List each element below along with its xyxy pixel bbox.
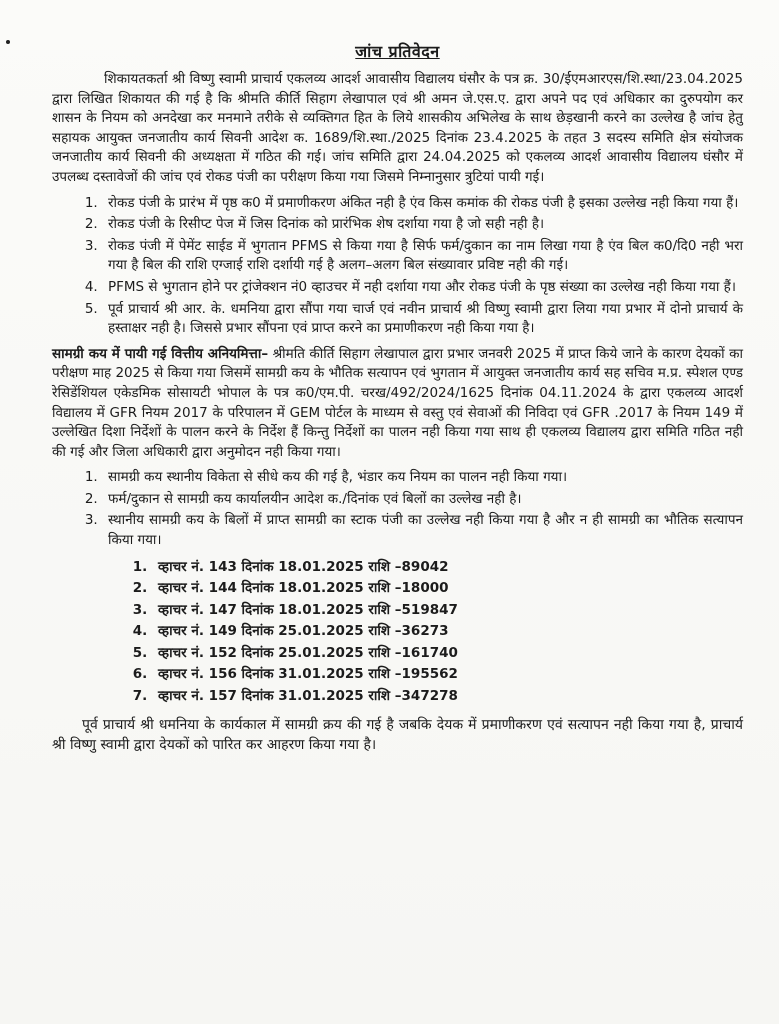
voucher-item: 2. व्हाचर नं. 144 दिनांक 18.01.2025 राशि –18000 (152, 578, 743, 600)
finding-item: 5. पूर्व प्राचार्य श्री आर. के. धमनिया द्वारा सौंपा गया चार्ज एवं नवीन प्राचार्य श्री विष्णु स्वामी द्वारा लिया गया प्रभार में दोनो प्राचार्य के हस्ताक्षर नही है। जिससे प्रभार सौंपना एवं प्राप्त करने का प्रमाणीकरण नही किया गया है। (102, 300, 743, 339)
purchase-finding-item: 3. स्थानीय सामग्री कय के बिलों में प्राप्त सामग्री का स्टाक पंजी का उल्लेख नही किया गया है और न ही सामग्री का भौतिक सत्यापन किया गया। (102, 511, 743, 550)
voucher-list (52, 557, 743, 708)
document-title: जांच प्रतिवेदन (355, 42, 440, 61)
finding-item: 2. रोकड पंजी के रिसीप्ट पेज में जिस दिनांक को प्रारंभिक शेष दर्शाया गया है जो सही नही है। (102, 215, 743, 235)
finding-item: 1. रोकड पंजी के प्रारंभ में पृष्ठ क0 में प्रमाणीकरण अंकित नही है एंव किस कमांक की रोकड पंजी है इसका उल्लेख नही किया गया हैं। (102, 194, 743, 214)
purchase-findings-list (52, 468, 743, 550)
findings-list (52, 194, 743, 339)
voucher-item: 5. व्हाचर नं. 152 दिनांक 25.01.2025 राशि –161740 (152, 643, 743, 665)
section-text: श्रीमति कीर्ति सिहाग लेखापाल द्वारा प्रभार जनवरी 2025 में प्राप्त किये जाने के कारण देयकों का परीक्षण माह 2025 से किया गया जिसमें सामग्री कय के भौतिक सत्यापन एवं भुगतान में आयुक्त जनजातीय कार्य सह सचिव म.प्र. स्पेशल एण्ड रेसिडेंशियल एकेडमिक सोसायटी भोपाल के पत्र क0/एम.पी. चरख/492/2024/1625 दिनांक 04.11.2024 के द्वारा एकलव्य आदर्श विद्यालय में GFR नियम 2017 के परिपालन में GEM पोर्टल के माध्यम से वस्तु एवं सेवाओं की निविदा एवं GFR .2017 के नियम 149 में उल्लेखित दिशा निर्देशों के पालन करने के निर्देश हैं किन्तु निर्देशों का पालन नही किया गया साथ ही एकलव्य विद्यालय द्वारा समिति गठित नही की गई और जिला अधिकारी द्वारा अनुमोदन नही किया गया। (52, 345, 743, 460)
finding-item: 4. PFMS से भुगतान होने पर ट्रांजेक्शन नं0 व्हाउचर में नही दर्शाया गया और रोकड पंजी के पृष्ठ संख्या का उल्लेख नही किया गया हैं। (102, 278, 743, 298)
section-heading: सामग्री कय में पायी गई वित्तीय अनियमित्ता– (52, 345, 269, 362)
voucher-item: 4. व्हाचर नं. 149 दिनांक 25.01.2025 राशि –36273 (152, 621, 743, 643)
voucher-item: 3. व्हाचर नं. 147 दिनांक 18.01.2025 राशि –519847 (152, 600, 743, 622)
closing-paragraph: पूर्व प्राचार्य श्री धमनिया के कार्यकाल में सामग्री क्रय की गई है जबकि देयक में प्रमाणीकरण एवं सत्यापन नही किया गया है, प्राचार्य श्री विष्णु स्वामी द्वारा देयकों को पारित कर आहरण किया गया है। (52, 717, 743, 754)
finding-item: 3. रोकड पंजी में पेमेंट साईड में भुगतान PFMS से किया गया है सिर्फ फर्म/दुकान का नाम लिखा गया है एंव बिल क0/दि0 नही भरा गया है बिल की राशि एग्जाई राशि दर्शायी गई है अलग–अलग बिल संख्यावार प्रविष्ट नही की गई। (102, 237, 743, 276)
purchase-finding-item: 2. फर्म/दुकान से सामग्री कय कार्यालयीन आदेश क./दिनांक एवं बिलों का उल्लेख नही है। (102, 490, 743, 510)
voucher-item: 6. व्हाचर नं. 156 दिनांक 31.01.2025 राशि –195562 (152, 664, 743, 686)
voucher-item: 1. व्हाचर नं. 143 दिनांक 18.01.2025 राशि –89042 (152, 557, 743, 579)
voucher-item: 7. व्हाचर नं. 157 दिनांक 31.01.2025 राशि –347278 (152, 686, 743, 708)
intro-paragraph: शिकायतकर्ता श्री विष्णु स्वामी प्राचार्य एकलव्य आदर्श आवासीय विद्यालय घंसौर के पत्र क्र. 30/ईएमआरएस/शि.स्था/23.04.2025 द्वारा लिखित शिकायत की गई है कि श्रीमति कीर्ति सिहाग लेखापाल एवं श्री अमन जे.एस.ए. द्वारा अपने पद एवं अधिकार का दुरुपयोग कर शासन के नियम को अनदेखा कर मनमाने तरीके से व्यक्तिगत हित के लिये शासकीय अभिलेख के साथ छेड़खानी करने का उल्लेख है जांच हेतु सहायक आयुक्त जनजातीय कार्य सिवनी आदेश क. 1689/शि.स्था./2025 दिनांक 23.4.2025 के तहत 3 सदस्य समिति क्षेत्र संयोजक जनजातीय कार्य सिवनी की अध्यक्षता में गठित की गई। जांच समिति द्वारा 24.04.2025 को एकलव्य आदर्श आवासीय विद्यालय घंसौर में उपलब्ध दस्तावेजों की जांच एवं रोकड पंजी का परीक्षण किया गया जिसमे निम्नानुसार त्रुटियां पायी गई। (52, 71, 743, 185)
financial-irregularity-paragraph (52, 345, 743, 463)
purchase-finding-item: 1. सामग्री कय स्थानीय विकेता से सीधे कय की गई है, भंडार कय नियम का पालन नही किया गया। (102, 468, 743, 488)
margin-mark (6, 40, 10, 44)
